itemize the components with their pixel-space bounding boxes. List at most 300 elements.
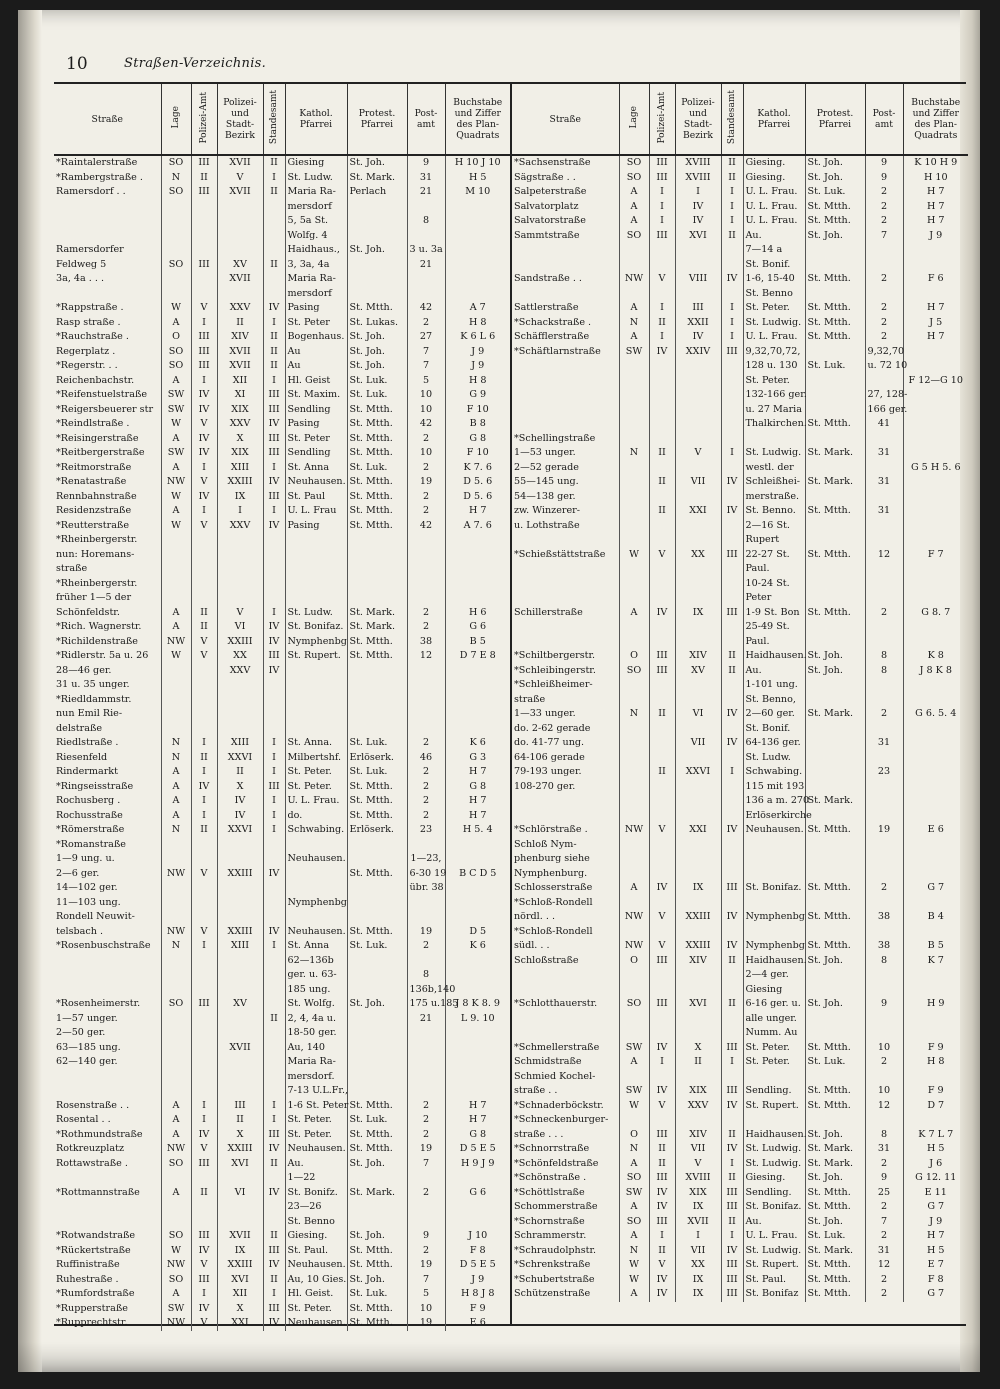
cell-location: SW xyxy=(161,1302,191,1317)
cell-plan-square: H 6 xyxy=(468,606,487,618)
cell-plan-square xyxy=(903,896,968,911)
cell-post-office: 3 u. 3a xyxy=(407,243,445,258)
cell-location xyxy=(619,968,649,983)
cell-protestant-parish xyxy=(805,765,865,780)
table-row xyxy=(512,780,968,795)
cell-catholic-parish xyxy=(743,432,805,447)
cell-post-office: 12 xyxy=(865,1258,903,1273)
cell-police-office: III xyxy=(191,359,217,374)
cell-registry-office: II xyxy=(263,359,285,374)
cell-district: VII xyxy=(675,736,721,751)
cell-registry-office: I xyxy=(263,809,285,824)
table-row xyxy=(54,649,510,664)
cell-police-office: I xyxy=(649,301,675,316)
table-row xyxy=(512,577,968,592)
cell-protestant-parish: St. Mtth. xyxy=(805,1200,865,1215)
cell-street xyxy=(512,403,619,418)
cell-location: NW xyxy=(161,925,191,940)
cell-street: 3a, 4a . . . xyxy=(54,272,161,287)
table-row xyxy=(512,504,968,519)
cell-street: 2—50 ger. xyxy=(54,1026,161,1041)
cell-registry-office xyxy=(721,925,743,940)
cell-police-office xyxy=(191,243,217,258)
cell-police-office: III xyxy=(191,997,217,1012)
table-row xyxy=(512,345,968,360)
cell-protestant-parish xyxy=(805,983,865,998)
cell-street: 2—52 gerade xyxy=(512,461,619,476)
cell-street: *Schellingstraße xyxy=(512,432,619,447)
cell-street: *Romanstraße xyxy=(54,838,161,853)
cell-plan-square: H 7 xyxy=(926,215,945,226)
cell-post-office: 2 xyxy=(407,432,445,447)
cell-catholic-parish: U. L. Frau. xyxy=(743,214,805,229)
table-row xyxy=(54,519,510,534)
cell-registry-office: II xyxy=(721,954,743,969)
table-row xyxy=(512,809,968,824)
cell-catholic-parish: Wolfg. 4 xyxy=(285,229,347,244)
cell-catholic-parish: 1-9 St. Bon xyxy=(743,606,805,621)
cell-police-office: V xyxy=(649,910,675,925)
cell-street: *Rheinbergerstr. xyxy=(54,577,161,592)
cell-post-office xyxy=(865,867,903,882)
cell-police-office: II xyxy=(649,1244,675,1259)
cell-catholic-parish: St. Maxim. xyxy=(285,388,347,403)
cell-district xyxy=(217,896,263,911)
table-row xyxy=(512,606,968,621)
cell-catholic-parish: Nymphenbg xyxy=(743,910,805,925)
cell-location xyxy=(161,533,191,548)
cell-protestant-parish: St. Joh. xyxy=(805,229,865,244)
cell-police-office xyxy=(649,432,675,447)
cell-district xyxy=(675,490,721,505)
cell-street: 79-193 unger. xyxy=(512,765,619,780)
cell-protestant-parish: St. Joh. xyxy=(805,1215,865,1230)
cell-district xyxy=(217,968,263,983)
cell-street: 14—102 ger. xyxy=(54,881,161,896)
table-row xyxy=(512,968,968,983)
table-row xyxy=(512,155,968,171)
table-row xyxy=(54,620,510,635)
cell-plan-square xyxy=(445,258,510,273)
cell-district xyxy=(217,722,263,737)
table-row xyxy=(54,185,510,200)
cell-district: XX xyxy=(675,548,721,563)
cell-location: N xyxy=(161,823,191,838)
cell-protestant-parish: St. Mtth. xyxy=(805,548,865,563)
cell-street: nördl. . . xyxy=(512,910,619,925)
cell-police-office: V xyxy=(191,867,217,882)
cell-plan-square: J 9 xyxy=(471,360,485,371)
cell-registry-office: I xyxy=(263,823,285,838)
cell-police-office: IV xyxy=(649,1287,675,1302)
cell-district xyxy=(675,359,721,374)
cell-police-office: II xyxy=(191,606,217,621)
cell-post-office: 2 xyxy=(865,330,903,345)
table-row xyxy=(54,838,510,853)
cell-location xyxy=(619,287,649,302)
cell-police-office xyxy=(191,1084,217,1099)
cell-street: *Rupperstraße xyxy=(54,1302,161,1317)
cell-district xyxy=(675,925,721,940)
cell-protestant-parish xyxy=(347,229,407,244)
cell-catholic-parish: Au, 10 Gies. xyxy=(285,1273,347,1288)
cell-police-office: I xyxy=(191,1287,217,1302)
cell-district xyxy=(217,983,263,998)
cell-registry-office xyxy=(263,693,285,708)
cell-district: XIV xyxy=(675,649,721,664)
cell-police-office: III xyxy=(649,155,675,171)
cell-police-office: IV xyxy=(649,606,675,621)
cell-post-office xyxy=(865,983,903,998)
table-row xyxy=(54,359,510,374)
cell-plan-square xyxy=(903,533,968,548)
cell-district xyxy=(675,1113,721,1128)
cell-registry-office xyxy=(263,881,285,896)
cell-registry-office: I xyxy=(263,461,285,476)
table-row xyxy=(512,475,968,490)
cell-post-office: 7 xyxy=(407,345,445,360)
cell-plan-square: J 9 xyxy=(929,1215,943,1227)
cell-post-office: 10 xyxy=(407,388,445,403)
cell-registry-office xyxy=(721,258,743,273)
table-row xyxy=(512,794,968,809)
cell-post-office: 46 xyxy=(407,751,445,766)
cell-post-office xyxy=(865,852,903,867)
cell-catholic-parish: Maria Ra- xyxy=(285,1055,347,1070)
cell-protestant-parish: St. Joh. xyxy=(805,997,865,1012)
cell-plan-square: G 12. 11 xyxy=(915,1172,957,1183)
column-header-registry-office: Standesamt xyxy=(721,84,743,155)
cell-post-office xyxy=(407,1200,445,1215)
table-row xyxy=(512,1244,968,1259)
cell-registry-office: III xyxy=(263,403,285,418)
table-row xyxy=(54,388,510,403)
cell-plan-square: D 7 E 8 xyxy=(459,650,496,661)
cell-street: Rosenstraße . . xyxy=(54,1099,161,1114)
cell-location xyxy=(619,780,649,795)
cell-plan-square xyxy=(445,214,510,229)
cell-registry-office xyxy=(263,562,285,577)
cell-district: VIII xyxy=(675,272,721,287)
cell-police-office: III xyxy=(191,1157,217,1172)
cell-police-office xyxy=(191,1215,217,1230)
cell-location xyxy=(619,533,649,548)
cell-plan-square: K 7. 6 xyxy=(463,461,493,473)
table-row xyxy=(54,287,510,302)
cell-street: Rondell Neuwit- xyxy=(54,910,161,925)
cell-registry-office: I xyxy=(721,316,743,331)
cell-plan-square xyxy=(903,243,968,258)
cell-district xyxy=(675,591,721,606)
cell-location: N xyxy=(619,707,649,722)
cell-location xyxy=(161,707,191,722)
cell-catholic-parish: St. Ludw. xyxy=(285,171,347,186)
cell-registry-office xyxy=(721,287,743,302)
cell-street: *Schleibingerstr. xyxy=(512,664,619,679)
cell-protestant-parish xyxy=(805,809,865,824)
cell-protestant-parish xyxy=(347,1070,407,1085)
cell-police-office: IV xyxy=(649,345,675,360)
cell-plan-square xyxy=(903,591,968,606)
cell-catholic-parish: Nymphenbg xyxy=(285,896,347,911)
cell-district xyxy=(675,896,721,911)
cell-district xyxy=(675,1026,721,1041)
cell-plan-square xyxy=(903,258,968,273)
cell-protestant-parish: St. Luk. xyxy=(347,736,407,751)
cell-post-office xyxy=(865,1113,903,1128)
cell-post-office: 9 xyxy=(407,155,445,171)
cell-protestant-parish xyxy=(347,1200,407,1215)
table-row xyxy=(512,1084,968,1099)
cell-plan-square: H 7 xyxy=(926,186,945,197)
cell-catholic-parish: 185 ung. xyxy=(285,983,347,998)
cell-district xyxy=(675,243,721,258)
cell-police-office xyxy=(649,896,675,911)
cell-location: NW xyxy=(619,823,649,838)
cell-street: do. 41-77 ung. xyxy=(512,736,619,751)
table-row xyxy=(512,243,968,258)
cell-location: A xyxy=(619,1287,649,1302)
cell-protestant-parish xyxy=(805,345,865,360)
cell-catholic-parish: Neuhausen. xyxy=(285,1316,347,1331)
cell-registry-office xyxy=(721,1026,743,1041)
table-row xyxy=(512,272,968,287)
cell-police-office: IV xyxy=(191,1302,217,1317)
cell-plan-square: H 7 xyxy=(926,1230,945,1241)
table-row xyxy=(54,1128,510,1143)
cell-street: Schäfflerstraße xyxy=(512,330,619,345)
cell-location: SO xyxy=(161,345,191,360)
cell-registry-office xyxy=(721,1012,743,1027)
cell-catholic-parish: St. Bonifaz. xyxy=(285,620,347,635)
cell-police-office xyxy=(649,519,675,534)
cell-plan-square xyxy=(903,794,968,809)
cell-street: 28—46 ger. xyxy=(54,664,161,679)
cell-street xyxy=(54,1171,161,1186)
cell-post-office: 42 xyxy=(407,519,445,534)
cell-catholic-parish: mersdorf xyxy=(285,287,347,302)
cell-street: Salpeterstraße xyxy=(512,185,619,200)
table-row xyxy=(54,1287,510,1302)
cell-police-office xyxy=(649,968,675,983)
cell-post-office xyxy=(407,1215,445,1230)
cell-location: SW xyxy=(619,1186,649,1201)
cell-protestant-parish: St. Mark. xyxy=(347,171,407,186)
cell-catholic-parish: Bogenhaus. xyxy=(285,330,347,345)
cell-post-office: 9 xyxy=(865,155,903,171)
cell-location xyxy=(619,765,649,780)
cell-street: *Ringseisstraße xyxy=(54,780,161,795)
cell-district xyxy=(675,780,721,795)
cell-district: IX xyxy=(675,1273,721,1288)
cell-plan-square xyxy=(903,693,968,708)
cell-location xyxy=(619,852,649,867)
cell-registry-office xyxy=(263,910,285,925)
cell-plan-square: H 8 xyxy=(468,374,487,386)
cell-plan-square xyxy=(903,968,968,983)
cell-protestant-parish xyxy=(347,664,407,679)
cell-protestant-parish xyxy=(347,258,407,273)
cell-catholic-parish: Hl. Geist. xyxy=(285,1287,347,1302)
cell-post-office: 8 xyxy=(407,968,445,983)
cell-police-office xyxy=(649,403,675,418)
cell-location xyxy=(161,838,191,853)
cell-street: Schloßstraße xyxy=(512,954,619,969)
cell-location xyxy=(161,287,191,302)
cell-catholic-parish: St. Bonifaz xyxy=(743,1287,805,1302)
cell-street xyxy=(512,794,619,809)
cell-registry-office xyxy=(721,852,743,867)
cell-district: IX xyxy=(675,881,721,896)
cell-plan-square xyxy=(445,1041,510,1056)
table-row xyxy=(512,954,968,969)
cell-catholic-parish xyxy=(743,852,805,867)
cell-street: *Schneckenburger- xyxy=(512,1113,619,1128)
cell-catholic-parish: St. Ludwig. xyxy=(743,316,805,331)
cell-post-office: 2 xyxy=(407,606,445,621)
cell-protestant-parish xyxy=(805,736,865,751)
cell-district: XXIII xyxy=(675,939,721,954)
cell-registry-office: IV xyxy=(721,736,743,751)
cell-location: SO xyxy=(161,155,191,171)
table-row xyxy=(512,1070,968,1085)
cell-post-office: 21 xyxy=(407,1012,445,1027)
cell-district: XVII xyxy=(217,359,263,374)
cell-protestant-parish xyxy=(347,678,407,693)
cell-location xyxy=(619,983,649,998)
cell-police-office: II xyxy=(649,446,675,461)
cell-protestant-parish xyxy=(805,562,865,577)
cell-district: XIII xyxy=(217,939,263,954)
cell-catholic-parish: Nymphenbg xyxy=(285,635,347,650)
cell-protestant-parish: St. Joh. xyxy=(347,345,407,360)
cell-registry-office xyxy=(263,1200,285,1215)
cell-location xyxy=(619,1026,649,1041)
cell-district xyxy=(217,1200,263,1215)
cell-location: N xyxy=(619,1244,649,1259)
cell-registry-office xyxy=(263,229,285,244)
cell-police-office: II xyxy=(649,316,675,331)
cell-police-office: V xyxy=(649,1258,675,1273)
table-row xyxy=(54,345,510,360)
cell-location: A xyxy=(161,432,191,447)
cell-location: N xyxy=(161,939,191,954)
cell-protestant-parish: St. Mtth. xyxy=(347,1128,407,1143)
cell-street: Schillerstraße xyxy=(512,606,619,621)
cell-registry-office: I xyxy=(263,751,285,766)
street-directory xyxy=(54,82,966,1326)
cell-street: u. Lothstraße xyxy=(512,519,619,534)
cell-protestant-parish xyxy=(347,852,407,867)
table-row xyxy=(54,171,510,186)
table-row xyxy=(512,997,968,1012)
cell-post-office xyxy=(865,461,903,476)
cell-catholic-parish: Giesing. xyxy=(285,1229,347,1244)
cell-street: *Schleißheimer- xyxy=(512,678,619,693)
cell-plan-square: D 5 E 5 xyxy=(459,1259,496,1270)
cell-plan-square xyxy=(445,272,510,287)
table-row xyxy=(54,736,510,751)
cell-catholic-parish: St. Paul xyxy=(285,490,347,505)
cell-street: Rochusstraße xyxy=(54,809,161,824)
table-row xyxy=(512,461,968,476)
table-row xyxy=(512,823,968,838)
scanned-page xyxy=(18,10,980,1372)
cell-location: SO xyxy=(161,1229,191,1244)
cell-catholic-parish: Erlöserkirche xyxy=(743,809,805,824)
cell-post-office xyxy=(407,287,445,302)
cell-police-office xyxy=(191,577,217,592)
cell-district: XIII xyxy=(217,461,263,476)
cell-protestant-parish xyxy=(805,1070,865,1085)
cell-catholic-parish: Maria Ra- xyxy=(285,272,347,287)
cell-protestant-parish: St. Luk. xyxy=(347,765,407,780)
cell-protestant-parish xyxy=(347,562,407,577)
cell-district xyxy=(675,852,721,867)
cell-protestant-parish xyxy=(805,490,865,505)
cell-police-office: III xyxy=(649,171,675,186)
table-row xyxy=(512,664,968,679)
cell-catholic-parish: Au, 140 xyxy=(285,1041,347,1056)
cell-police-office: V xyxy=(191,649,217,664)
table-row xyxy=(54,1171,510,1186)
table-row xyxy=(54,1215,510,1230)
table-row xyxy=(512,1287,968,1302)
cell-district xyxy=(217,1070,263,1085)
cell-catholic-parish: 22-27 St. xyxy=(743,548,805,563)
cell-registry-office xyxy=(263,722,285,737)
cell-catholic-parish: Neuhausen. xyxy=(285,1142,347,1157)
cell-plan-square xyxy=(445,968,510,983)
cell-post-office xyxy=(865,243,903,258)
cell-protestant-parish: St. Joh. xyxy=(805,171,865,186)
cell-protestant-parish: St. Lukas. xyxy=(347,316,407,331)
cell-police-office xyxy=(649,374,675,389)
cell-registry-office: III xyxy=(721,345,743,360)
table-row xyxy=(512,939,968,954)
cell-district: XIX xyxy=(217,403,263,418)
cell-district xyxy=(217,562,263,577)
cell-street xyxy=(54,968,161,983)
cell-police-office: I xyxy=(191,939,217,954)
table-row xyxy=(54,403,510,418)
cell-registry-office: IV xyxy=(721,1244,743,1259)
cell-registry-office: II xyxy=(721,1128,743,1143)
cell-police-office: III xyxy=(649,649,675,664)
column-header-protestant-parish: Protest. Pfarrei xyxy=(347,84,407,155)
cell-police-office: V xyxy=(649,548,675,563)
cell-police-office: I xyxy=(191,1113,217,1128)
cell-street: *Schlotthauerstr. xyxy=(512,997,619,1012)
cell-police-office xyxy=(191,968,217,983)
cell-street xyxy=(512,388,619,403)
cell-district xyxy=(217,1026,263,1041)
cell-district: V xyxy=(675,1157,721,1172)
cell-catholic-parish: St. Benno. xyxy=(743,504,805,519)
cell-street: Sägstraße . . xyxy=(512,171,619,186)
cell-protestant-parish xyxy=(347,1171,407,1186)
cell-protestant-parish: St. Mtth. xyxy=(347,867,407,882)
cell-plan-square xyxy=(445,229,510,244)
cell-location xyxy=(619,504,649,519)
cell-post-office: 19 xyxy=(407,1316,445,1331)
cell-registry-office: II xyxy=(263,185,285,200)
cell-catholic-parish: Schleißhei- xyxy=(743,475,805,490)
cell-post-office: 31 xyxy=(865,504,903,519)
cell-district xyxy=(675,388,721,403)
cell-police-office: I xyxy=(191,1099,217,1114)
table-row xyxy=(512,1186,968,1201)
